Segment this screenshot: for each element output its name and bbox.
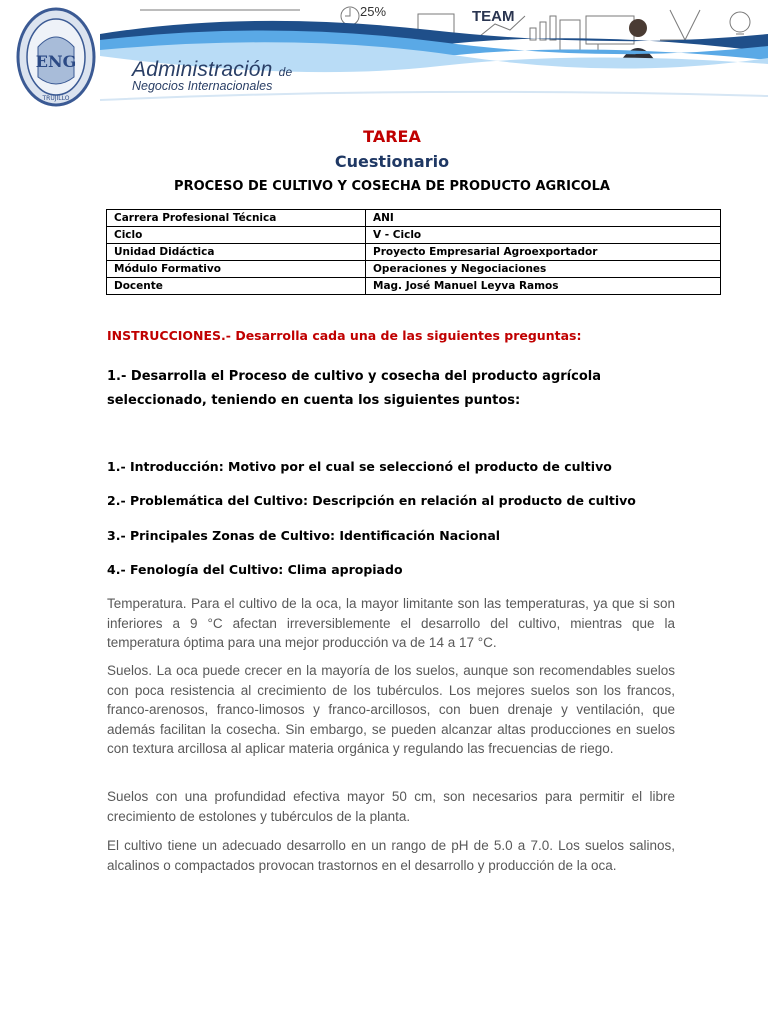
institute-seal-logo bbox=[16, 7, 96, 107]
point-fenologia: 4.- Fenología del Cultivo: Clima apropiado bbox=[107, 562, 403, 577]
table-value: Proyecto Empresarial Agroexportador bbox=[366, 244, 721, 261]
paragraph-temperatura: Temperatura. Para el cultivo de la oca, la mayor limitante son las temperaturas, ya que si son inferiores a 9 °C afectan irreversiblemente el desarrollo del cultivo, mientras que la temperatura óptima para una mejor producción va de 14 a 17 °C. bbox=[107, 596, 675, 650]
table-row bbox=[107, 261, 721, 278]
brand-name-line2: Negocios Internacionales bbox=[132, 79, 273, 93]
table-row bbox=[107, 278, 721, 295]
table-label: Unidad Didáctica bbox=[107, 244, 366, 261]
point-zonas-cultivo: 3.- Principales Zonas de Cultivo: Identificación Nacional bbox=[107, 528, 501, 543]
banner-team-sketch: TEAM bbox=[472, 8, 515, 25]
table-value: ANI bbox=[366, 210, 721, 227]
paragraph-suelos: Suelos. La oca puede crecer en la mayoría de los suelos, aunque son recomendables suelos con poca resistencia al crecimiento de los tubérculos. Los mejores suelos son los francos, franco-arenosos, franco-limosos y franco-arcillosos, con buen drenaje y ventilación, que además facilitan la cosecha. Sin embargo, se pueden alcanzar altas producciones en suelos con textura arcillosa al aplicar materia orgánica y regulando las frecuencias de riego. bbox=[107, 663, 675, 756]
question-1: 1.- Desarrolla el Proceso de cultivo y cosecha del producto agrícola seleccionado, teniendo en cuenta los siguientes puntos: bbox=[107, 369, 601, 408]
brand-word: Administración bbox=[132, 58, 273, 81]
svg-text:ENG: ENG bbox=[35, 52, 77, 71]
banner-percent-sketch: 25% bbox=[360, 4, 387, 19]
document-header bbox=[0, 0, 768, 118]
table-label: Docente bbox=[107, 278, 366, 295]
title-proceso: PROCESO DE CULTIVO Y COSECHA DE PRODUCTO AGRICOLA bbox=[174, 179, 610, 194]
table-row bbox=[107, 210, 721, 227]
title-tarea: TAREA bbox=[363, 127, 421, 146]
point-introduccion: 1.- Introducción: Motivo por el cual se seleccionó el producto de cultivo bbox=[107, 459, 612, 474]
table-label: Ciclo bbox=[107, 227, 366, 244]
table-value: V - Ciclo bbox=[366, 227, 721, 244]
paragraph-profundidad: Suelos con una profundidad efectiva mayor 50 cm, son necesarios para permitir el libre crecimiento de estolones y tubérculos de la planta. bbox=[107, 789, 675, 824]
table-value: Operaciones y Negociaciones bbox=[366, 261, 721, 278]
instructions-heading: INSTRUCCIONES.- Desarrolla cada una de las siguientes preguntas: bbox=[107, 328, 582, 343]
svg-text:TRUJILLO: TRUJILLO bbox=[42, 95, 70, 102]
course-info-table bbox=[106, 209, 721, 295]
table-row bbox=[107, 227, 721, 244]
table-value: Mag. José Manuel Leyva Ramos bbox=[366, 278, 721, 295]
paragraph-ph: El cultivo tiene un adecuado desarrollo en un rango de pH de 5.0 a 7.0. Los suelos salinos, alcalinos o compactados provocan trastornos en el desarrollo y producción de la oca. bbox=[107, 838, 675, 873]
table-row bbox=[107, 244, 721, 261]
brand-word-suffix: de bbox=[278, 65, 293, 79]
point-problematica: 2.- Problemática del Cultivo: Descripción en relación al producto de cultivo bbox=[107, 493, 636, 508]
table-label: Carrera Profesional Técnica bbox=[107, 210, 366, 227]
table-label: Módulo Formativo bbox=[107, 261, 366, 278]
title-cuestionario: Cuestionario bbox=[334, 152, 450, 171]
